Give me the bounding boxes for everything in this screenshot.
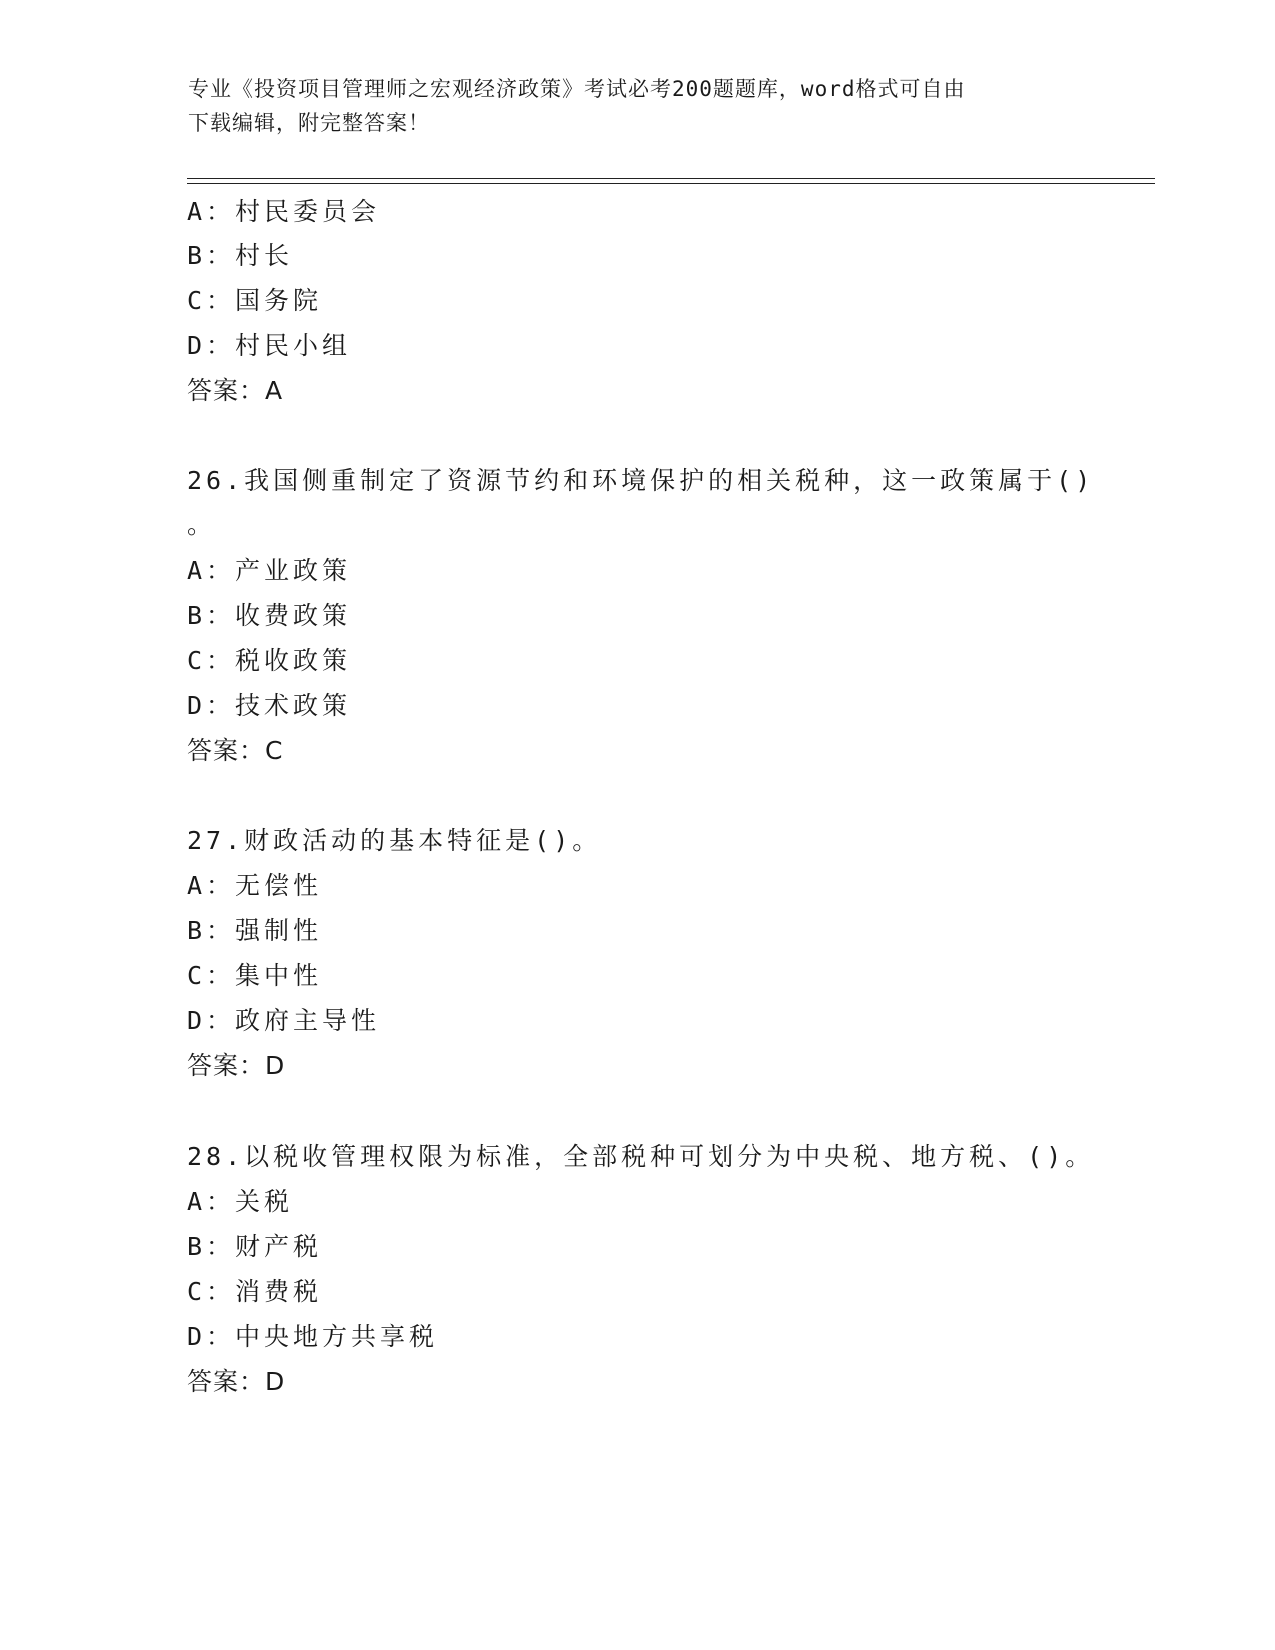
header-divider-top [187, 178, 1155, 179]
header-line-2: 下载编辑，附完整答案！ [188, 111, 430, 135]
q28-answer: 答案：D [187, 1367, 286, 1396]
q25-option-b: B：村长 [187, 241, 294, 270]
q25-answer: 答案：A [187, 376, 284, 405]
q27-stem: 27.财政活动的基本特征是()。 [187, 826, 602, 855]
q26-answer: 答案：C [187, 736, 284, 765]
q25-option-c: C：国务院 [187, 286, 323, 315]
header-line-1: 专业《投资项目管理师之宏观经济政策》考试必考200题题库，word格式可自由 [188, 77, 966, 101]
q27-option-a: A：无偿性 [187, 871, 323, 900]
q27-option-c: C：集中性 [187, 961, 323, 990]
q26-stem: 26.我国侧重制定了资源节约和环境保护的相关税种，这一政策属于() [187, 466, 1095, 495]
q27-option-b: B：强制性 [187, 916, 323, 945]
header-divider-bottom [187, 183, 1155, 184]
q26-option-b: B：收费政策 [187, 601, 352, 630]
q26-option-c: C：税收政策 [187, 646, 352, 675]
q28-option-a: A：关税 [187, 1187, 294, 1216]
q28-option-b: B：财产税 [187, 1232, 323, 1261]
q27-option-d: D：政府主导性 [187, 1006, 381, 1035]
q28-option-c: C：消费税 [187, 1277, 323, 1306]
document-header [188, 72, 1088, 140]
q25-option-a: A：村民委员会 [187, 197, 381, 226]
q27-answer: 答案：D [187, 1051, 286, 1080]
q26-option-d: D：技术政策 [187, 691, 352, 720]
q26-option-a: A：产业政策 [187, 556, 352, 585]
q26-stem-continued: 。 [187, 510, 217, 539]
q28-option-d: D：中央地方共享税 [187, 1322, 439, 1351]
q25-option-d: D：村民小组 [187, 331, 352, 360]
q28-stem: 28.以税收管理权限为标准，全部税种可划分为中央税、地方税、()。 [187, 1142, 1095, 1171]
